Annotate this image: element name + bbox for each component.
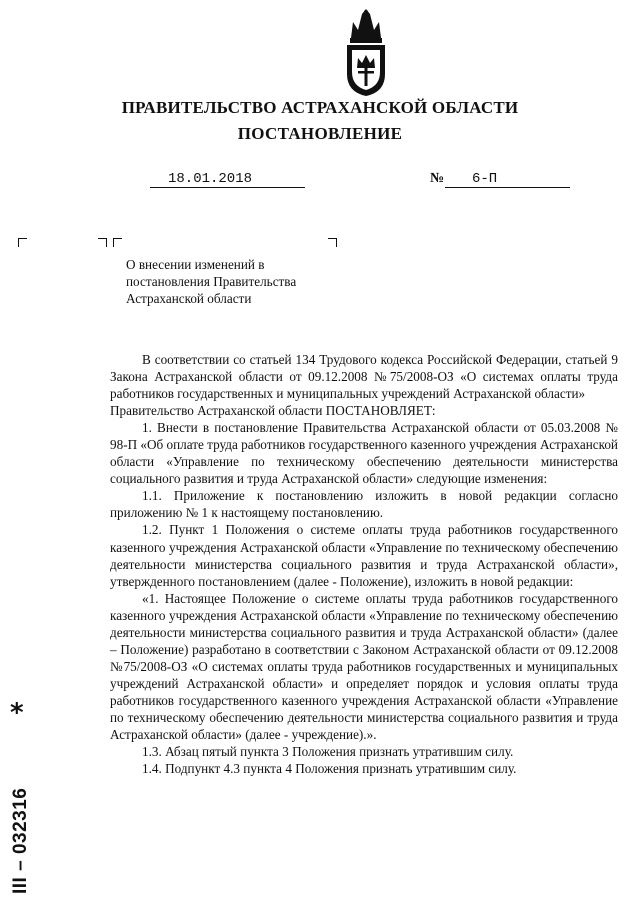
document-subject: О внесении изменений в постановления Правительства Астраханской области bbox=[126, 257, 297, 306]
number-underline bbox=[445, 170, 570, 188]
document-number: 6-П bbox=[472, 171, 498, 187]
corner-mark-top-right bbox=[328, 238, 337, 247]
document-type-title: ПОСТАНОВЛЕНИЕ bbox=[237, 124, 403, 143]
paragraph-1-2-quote: «1. Настоящее Положение о системе оплаты труда работников государственного казенного учреждения Астраханской области «Управление по техническому обеспечению деятельности министерства социального развития и труда Астраханской области» (далее – Положение) разработано в соответствии с Законом Астраханской области от 09.12.2008 №75/2008-ОЗ «О системах оплаты труда работников государственных и муниципальных учреждений Астраханской области» и определяет порядок и условия оплаты труда работников государственного казенного учреждения Астраханской области «Управление по техническому обеспечению деятельности министерства социального развития и труда Астраханской области» (далее - учреждение).». bbox=[110, 590, 618, 743]
preamble-paragraph: В соответствии со статьей 134 Трудового кодекса Российской Федерации, статьей 9 Закона Астраханской области от 09.12.2008 №75/2008-ОЗ «О системах оплаты труда работников государственных и муниципальных учреждений Астраханской области» bbox=[110, 352, 618, 402]
corner-mark-top-left bbox=[18, 238, 27, 247]
number-sign: № bbox=[430, 171, 445, 186]
document-body bbox=[110, 351, 618, 777]
corner-mark-top-right bbox=[98, 238, 107, 247]
star-mark: * bbox=[10, 698, 24, 728]
paragraph-1-3: 1.3. Абзац пятый пункта 3 Положения признать утратившим силу. bbox=[142, 744, 514, 760]
side-serial-stamp bbox=[2, 700, 42, 900]
paragraph-1-4: 1.4. Подпункт 4.3 пункта 4 Положения признать утратившим силу. bbox=[142, 761, 517, 777]
document-date: 18.01.2018 bbox=[168, 171, 253, 187]
government-title: ПРАВИТЕЛЬСТВО АСТРАХАНСКОЙ ОБЛАСТИ bbox=[121, 98, 519, 117]
serial-number: III – 032316 bbox=[10, 787, 31, 894]
coat-of-arms-icon bbox=[343, 8, 389, 98]
resolves-paragraph: Правительство Астраханской области ПОСТАНОВЛЯЕТ: bbox=[110, 403, 436, 419]
paragraph-1: 1. Внести в постановление Правительства Астраханской области от 05.03.2008 № 98-П «Об оплате труда работников государственного казенного учреждения Астраханской области «Управление по техническому обеспечению деятельности министерства социального развития и труда Астраханской области» следующие изменения: bbox=[110, 420, 618, 487]
paragraph-1-1: 1.1. Приложение к постановлению изложить в новой редакции согласно приложению № 1 к настоящему постановлению. bbox=[110, 488, 618, 521]
paragraph-1-2: 1.2. Пункт 1 Положения о системе оплаты труда работников государственного казенного учреждения Астраханской области «Управление по техническому обеспечению деятельности министерства социального развития и труда Астраханской области», утвержденного постановлением (далее - Положение), изложить в новой редакции: bbox=[110, 522, 618, 589]
corner-mark-top-left bbox=[113, 238, 122, 247]
